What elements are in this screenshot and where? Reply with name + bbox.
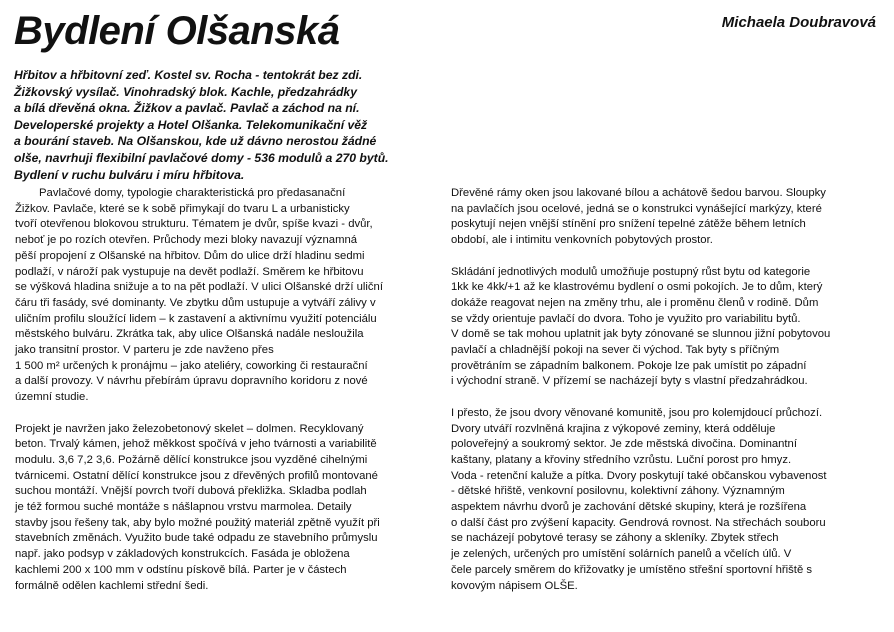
text-line: čele parcely směrem do křižovatky je umístěno střešní sportovní hřiště s (451, 563, 813, 576)
text-line: na pavlačích jsou ocelové, jedná se o konstrukci vynášející markýzy, které (451, 202, 822, 215)
text-line: suchou montáží. Vnější povrch tvoří dubová překližka. Skladba podlah (15, 485, 367, 498)
text-line: pavlačí a chladnější pokoji na sever či východ. Tak byty s příčným (451, 344, 780, 357)
text-line: kachlemi 200 x 100 mm v odstínu pískově bílá. Parter je v částech (15, 563, 347, 576)
abstract-line: Žižkovský vysílač. Vinohradský blok. Kachle, předzahrádky (14, 84, 357, 99)
text-line: městského bulváru. Zkrátka tak, aby ulice Olšanská nadále nesloužila (15, 328, 364, 341)
text-line: se nacházejí pobytové terasy se záhony a skleníky. Zbytek střech (451, 532, 779, 545)
text-line: pěší propojení z Olšanské na hřbitov. Dům do ulice drží hladinu sedmi (15, 249, 365, 262)
page-title: Bydlení Olšanská (14, 9, 340, 53)
text-line: o další část pro zvýšení kapacity. Gendrová rovnost. Na střechách souboru (451, 516, 826, 529)
text-line: se výšková hladina snižuje a to na pět podlaží. V ulici Olšanské drží uliční (15, 281, 383, 294)
text-line: územní studie. (15, 391, 89, 404)
text-line: Dvory utváří rozvlněná krajina z výkopové zeminy, která odděluje (451, 422, 776, 435)
text-line: tvoří otevřenou blokovou strukturu. Tématem je dvůr, spíše kvazi - dvůr, (15, 218, 373, 231)
text-line: stavby jsou řešeny tak, aby bylo možné použitý materiál zpětně využít při (15, 516, 380, 529)
text-line: formálně odělen kachlemi střední šedi. (15, 579, 209, 592)
right-column (451, 186, 881, 594)
text-line: kaštany, platany a křoviny středního vzrůstu. Luční porost pro hmyz. (451, 453, 792, 466)
abstract-line: Hřbitov a hřbitovní zeď. Kostel sv. Rocha - tentokrát bez zdi. (14, 68, 363, 82)
text-line: Voda - retenční kaluže a pítka. Dvory poskytují také občanskou vybavenost (451, 469, 827, 482)
text-line: beton. Trvalý kámen, jehož měkkost spočívá v jeho tvárnosti a variabilitě (15, 438, 377, 451)
text-line: Projekt je navržen jako železobetonový skelet – dolmen. Recyklovaný (15, 422, 364, 435)
text-line (451, 390, 881, 406)
abstract-line: a bílá dřevěná okna. Žižkov a pavlač. Pavlač a záchod na ní. (14, 101, 360, 116)
left-column (15, 186, 435, 594)
text-line: provětráním se západním balkonem. Pokoje lze pak umístit po západní (451, 359, 807, 372)
text-line: V domě se tak mohou uplatnit jak byty zónované se slunnou jižní pobytovou (451, 328, 831, 341)
text-line: např. jako podsyp v základových konstrukcích. Fasáda je obložena (15, 548, 350, 561)
text-line: I přesto, že jsou dvory věnované komunitě, jsou pro kolemjdoucí průchozí. (451, 406, 823, 419)
text-line: Dřevěné rámy oken jsou lakované bílou a achátově šedou barvou. Sloupky (451, 187, 826, 199)
abstract-line: a bourání staveb. Na Olšanskou, kde už dávno nerostou žádné (14, 134, 377, 149)
text-line: čáru tři fasády, své dominanty. Ve zbytku dům ustupuje a vytváří zálivy v (15, 296, 376, 309)
text-line: tvárnicemi. Ostatní dělící konstrukce jsou z dřevěných profilů montované (15, 469, 378, 482)
text-line: a další provozy. V návrhu přebírám úpravu dopravního koridoru z nové (15, 375, 368, 388)
text-line: modulu. 3,6 7,2 3,6. Požárně dělící konstrukce jsou vyzděné cihelnými (15, 453, 368, 466)
text-line: je též formou suché montáže s nášlapnou vrstvu marmolea. Detaily (15, 501, 352, 514)
text-line: období, ale i intimitu venkovních pobytových prostor. (451, 234, 713, 247)
author-name: Michaela Doubravová (721, 14, 876, 31)
text-line: Skládání jednotlivých modulů umožňuje postupný růst bytu od kategorie (451, 265, 811, 278)
text-line: se vždy orientuje pavlačí do dvora. Toho je využito pro variabilitu bytů. (451, 312, 801, 325)
text-line: aspektem návrhu dvorů je zachování dětské skupiny, která je rozšířena (451, 501, 807, 514)
text-line: podlaží, v nároží pak vystupuje na devět podlaží. Směrem ke hřbitovu (15, 265, 364, 278)
text-line: poskytují nejen vnější stínění pro snížení tepelné zátěže během letních (451, 218, 806, 231)
abstract-line: Developerské projekty a Hotel Olšanka. Telekomunikační věž (14, 117, 368, 132)
abstract-line: Bydlení v ruchu bulváru i míru hřbitova. (14, 167, 245, 182)
text-line (451, 249, 881, 265)
text-line: je zelených, určených pro umístění solárních panelů a včelích úlů. V (451, 548, 792, 561)
text-line: i východní straně. V přízemí se nacházejí byty s vlastní předzahrádkou. (451, 375, 808, 388)
text-line: - dětské hřiště, venkovní posilovnu, kolektivní záhony. Významným (451, 485, 785, 498)
text-line: Žižkov. Pavlače, které se k sobě přimykají do tvaru L a urbanisticky (15, 202, 350, 215)
text-line: poloveřejný a soukromý sektor. Je zde městská divočina. Dominantní (451, 438, 797, 451)
text-line: stavebních změnách. Využito bude také odpadu ze stavebního průmyslu (15, 532, 378, 545)
text-line: jako transitní prostor. V parteru je zde navženo přes (15, 344, 274, 357)
abstract (14, 67, 444, 183)
text-line (15, 406, 435, 422)
text-line: 1 500 m² určených k pronájmu – jako ateliéry, coworking či restaurační (15, 359, 368, 372)
text-line: neboť je po rozích otevřen. Průchody mezi bloky navazují významná (15, 234, 358, 247)
text-line: 1kk ke 4kk/+1 až ke klastrovému bydlení o osmi pokojích. Je to dům, který (451, 281, 823, 294)
abstract-line: olše, navrhuji flexibilní pavlačové domy - 536 modulů a 270 bytů. (14, 150, 389, 165)
text-line: Pavlačové domy, typologie charakteristická pro předasanační (39, 187, 346, 199)
text-line: kovovým nápisem OLŠE. (451, 579, 578, 592)
text-line: uličním profilu sloužící lidem – k zastavení a aktivnímu využití potenciálu (15, 312, 377, 325)
text-line: dokáže reagovat nejen na změny trhu, ale i proměnu členů v rodině. Dům (451, 296, 819, 309)
